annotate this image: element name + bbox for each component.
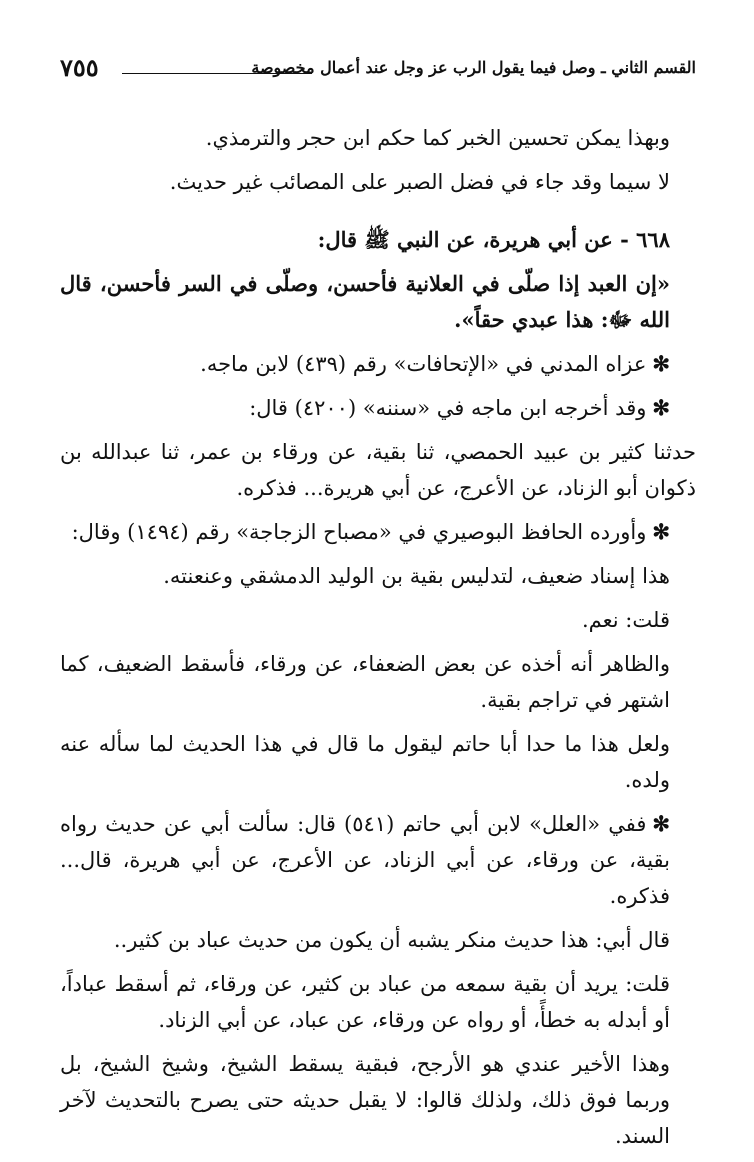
paragraph-text: وقد أخرجه ابن ماجه في «سننه» (٤٢٠٠) قال: (249, 396, 647, 420)
hadith-text (60, 266, 696, 338)
paragraph (60, 346, 696, 382)
hadith-number-heading (60, 222, 696, 258)
paragraph-text: «إن العبد إذا صلّى في العلانية فأحسن، وصلّى في السر فأحسن، قال الله ﷻ: هذا عبدي حقاً». (60, 271, 670, 332)
paragraph (60, 646, 696, 718)
paragraph-text: قلت: يريد أن بقية سمعه من عباد بن كثير، عن ورقاء، ثم أسقط عباداً، أو أبدله به خطأً، أو رواه عن ورقاء، عن عباد، عن أبي الزناد. (60, 972, 670, 1032)
page-number: ٧٥٥ (60, 53, 99, 82)
paragraph-text: هذا إسناد ضعيف، لتدليس بقية بن الوليد الدمشقي وعنعنته. (163, 564, 670, 588)
paragraph (60, 602, 696, 638)
paragraph-text: ٦٦٨ - عن أبي هريرة، عن النبي ﷺ قال: (317, 227, 670, 252)
star-bullet-icon: ✻ (652, 351, 670, 376)
paragraph-text: والظاهر أنه أخذه عن بعض الضعفاء، عن ورقاء، فأسقط الضعيف، كما اشتهر في تراجم بقية. (60, 652, 670, 712)
paragraph-text: وهذا الأخير عندي هو الأرجح، فبقية يسقط الشيخ، وشيخ الشيخ، بل وربما فوق ذلك، ولذلك قالوا: لا يقبل حديثه حتى يصرح بالتحديث لآخر السند. (60, 1052, 670, 1148)
star-bullet-icon: ✻ (652, 395, 670, 420)
paragraph (60, 434, 696, 506)
star-bullet-icon: ✻ (652, 519, 670, 544)
paragraph-text: وأورده الحافظ البوصيري في «مصباح الزجاجة» رقم (١٤٩٤) وقال: (71, 520, 647, 544)
paragraph (60, 806, 696, 914)
running-head: القسم الثاني ـ وصل فيما يقول الرب عز وجل عند أعمال مخصوصة (251, 58, 696, 77)
paragraph-text: وبهذا يمكن تحسين الخبر كما حكم ابن حجر والترمذي. (205, 126, 670, 150)
paragraph-text: قلت: نعم. (582, 608, 670, 632)
paragraph (60, 966, 696, 1038)
spacer (60, 208, 696, 222)
star-bullet-icon: ✻ (652, 811, 670, 836)
page-body (60, 120, 696, 1162)
paragraph (60, 120, 696, 156)
paragraph-text: عزاه المدني في «الإتحافات» رقم (٤٣٩) لابن ماجه. (200, 352, 647, 376)
paragraph (60, 726, 696, 798)
page-header (60, 53, 696, 88)
paragraph-text: قال أبي: هذا حديث منكر يشبه أن يكون من حديث عباد بن كثير.. (113, 928, 670, 952)
paragraph (60, 558, 696, 594)
book-page (60, 53, 696, 1148)
paragraph-text: ففي «العلل» لابن أبي حاتم (٥٤١) قال: سألت أبي عن حديث رواه بقية، عن ورقاء، عن أبي الزناد، عن الأعرج، عن أبي هريرة، قال... فذكره. (60, 812, 670, 908)
paragraph (60, 164, 696, 200)
paragraph-text: حدثنا كثير بن عبيد الحمصي، ثنا بقية، عن ورقاء بن عمر، ثنا عبدالله بن ذكوان أبو الزناد، عن الأعرج، عن أبي هريرة... فذكره. (60, 440, 696, 500)
header-rule (122, 73, 312, 74)
paragraph (60, 1046, 696, 1154)
paragraph (60, 922, 696, 958)
paragraph (60, 390, 696, 426)
paragraph (60, 514, 696, 550)
paragraph-text: لا سيما وقد جاء في فضل الصبر على المصائب غير حديث. (169, 170, 670, 194)
paragraph-text: ولعل هذا ما حدا أبا حاتم ليقول ما قال في هذا الحديث لما سأله عنه ولده. (60, 732, 670, 792)
